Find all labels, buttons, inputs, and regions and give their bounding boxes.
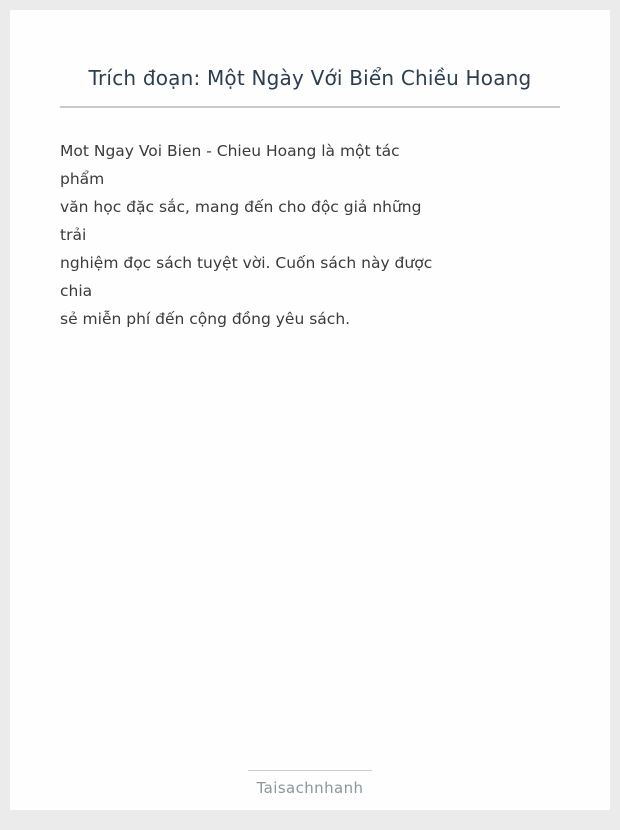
body-text-line: nghiệm đọc sách tuyệt vời. Cuốn sách này được [60,254,433,272]
document-page [10,10,610,810]
body-text-line: trải [60,226,87,244]
footer-brand: Taisachnhanh [256,779,364,797]
body-text-line: sẻ miễn phí đến cộng đồng yêu sách. [60,310,351,328]
page-title: Trích đoạn: Một Ngày Với Biển Chiều Hoang [88,66,532,90]
body-text-line: chia [60,282,93,300]
title-divider [60,106,560,108]
body-text [60,137,560,333]
footer [10,770,610,810]
page-background [0,10,620,830]
body-text-line: phẩm [60,170,105,188]
body-text-line: văn học đặc sắc, mang đến cho độc giả những [60,198,422,216]
body-text-line: Mot Ngay Voi Bien - Chieu Hoang là một tác [60,142,400,160]
footer-divider [248,770,372,771]
